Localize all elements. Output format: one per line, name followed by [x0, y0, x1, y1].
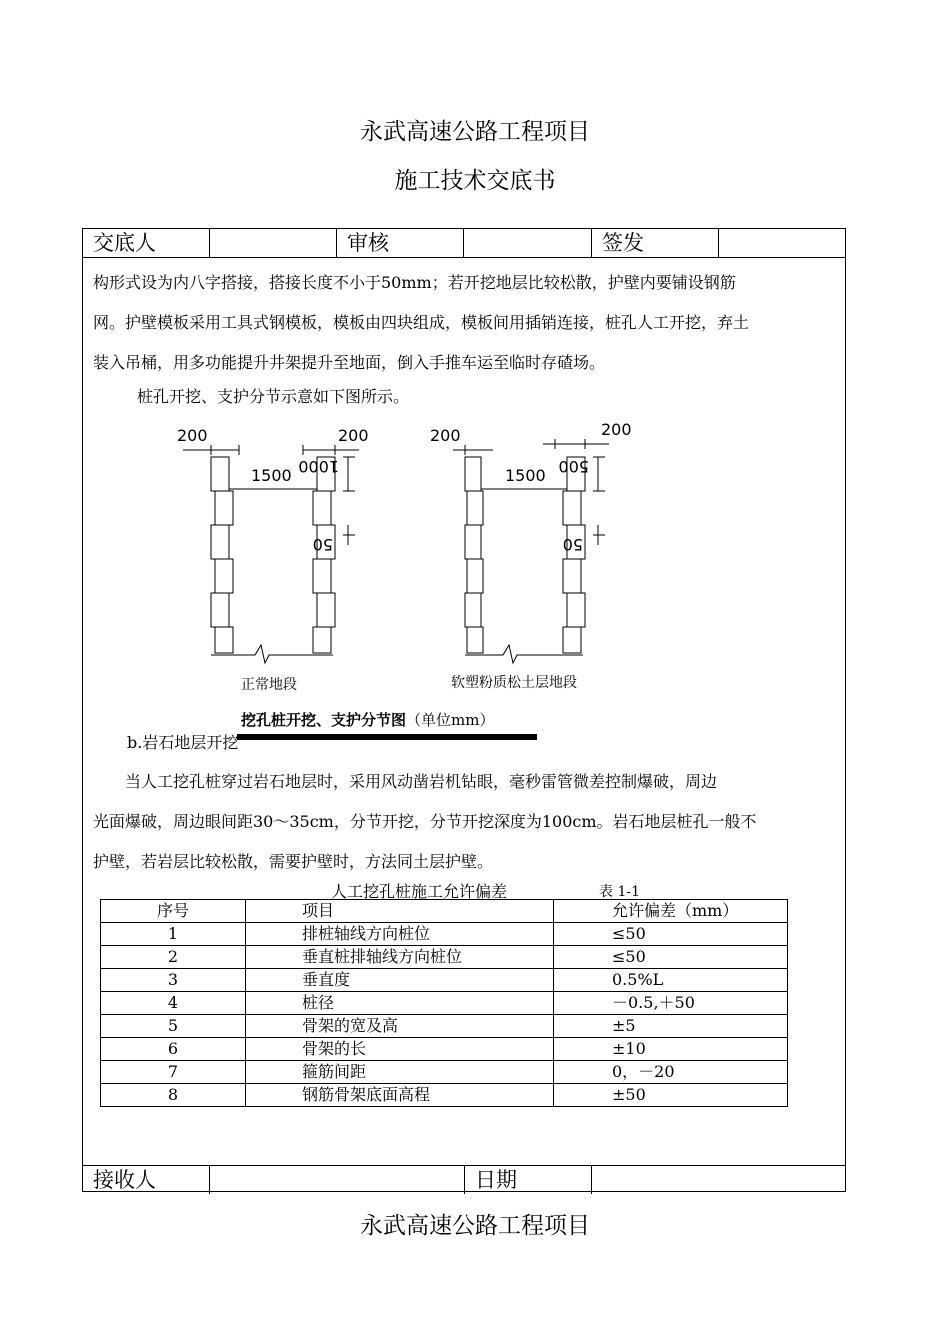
row-tolerance: ≤50	[554, 946, 788, 969]
project-title: 永武高速公路工程项目	[360, 119, 590, 145]
row-tolerance: －0.5,＋50	[554, 992, 788, 1015]
handover-form	[82, 228, 846, 1192]
row-index: 8	[101, 1084, 246, 1107]
handover-person-field[interactable]	[210, 229, 337, 257]
dim-right-200-a: 200	[430, 426, 461, 445]
row-index: 4	[101, 992, 246, 1015]
dim-right-segment: 500	[558, 457, 589, 476]
row-index: 6	[101, 1038, 246, 1061]
diagram-caption-unit: （单位mm）	[406, 711, 495, 729]
dim-right-gap: 50	[562, 535, 583, 554]
handover-person-label: 交底人	[83, 229, 210, 257]
receiver-field[interactable]	[210, 1166, 465, 1194]
table-header-row	[101, 900, 788, 923]
table-number: 表 1-1	[599, 884, 640, 900]
label-normal-section: 正常地段	[241, 677, 297, 693]
receive-row	[83, 1165, 845, 1194]
diagram-caption	[241, 709, 494, 730]
signature-row	[83, 229, 845, 258]
label-soft-soil-section: 软塑粉质松土层地段	[451, 675, 577, 691]
review-field[interactable]	[464, 229, 592, 257]
row-tolerance: ≤50	[554, 923, 788, 946]
table-title: 人工挖孔桩施工允许偏差	[331, 882, 508, 901]
issue-field[interactable]	[719, 229, 845, 257]
row-item: 箍筋间距	[246, 1061, 554, 1084]
document-title: 施工技术交底书	[394, 168, 556, 194]
row-item: 钢筋骨架底面高程	[246, 1084, 554, 1107]
row-index: 7	[101, 1061, 246, 1084]
footer-project-title: 永武高速公路工程项目	[360, 1213, 590, 1239]
paragraph-line: 当人工挖孔桩穿过岩石地层时，采用风动凿岩机钻眼，毫秒雷管微差控制爆破，周边	[125, 772, 718, 791]
diagram-caption-title: 挖孔桩开挖、支护分节图	[241, 711, 407, 729]
tolerance-table	[100, 899, 788, 1107]
section-b-heading: b.岩石地层开挖	[127, 733, 239, 752]
header-tolerance: 允许偏差（mm）	[554, 900, 788, 923]
paragraph-wall-protection	[93, 263, 838, 383]
row-index: 2	[101, 946, 246, 969]
row-item: 桩径	[246, 992, 554, 1015]
header-item: 项目	[246, 900, 554, 923]
date-field[interactable]	[592, 1166, 845, 1194]
row-item: 排桩轴线方向桩位	[246, 923, 554, 946]
dim-left-200-a: 200	[177, 426, 208, 445]
table-row	[101, 946, 788, 969]
paragraph-line: 装入吊桶，用多功能提升井架提升至地面，倒入手推车运至临时存碴场。	[93, 353, 606, 372]
table-row	[101, 992, 788, 1015]
row-index: 5	[101, 1015, 246, 1038]
row-item: 垂直桩排轴线方向桩位	[246, 946, 554, 969]
paragraph-line: 光面爆破，周边眼间距30～35cm，分节开挖，分节开挖深度为100cm。岩石地层桩孔一般不	[93, 812, 757, 831]
paragraph-line: 网。护壁模板采用工具式钢模板，模板由四块组成，模板间用插销连接，桩孔人工开挖，弃土	[93, 313, 750, 332]
row-tolerance: ±5	[554, 1015, 788, 1038]
row-tolerance: ±50	[554, 1084, 788, 1107]
date-label: 日期	[465, 1166, 592, 1194]
paragraph-line: 构形式设为内八字搭接，搭接长度不小于50mm；若开挖地层比较松散，护壁内要铺设钢筋	[93, 273, 736, 292]
row-tolerance: 0，－20	[554, 1061, 788, 1084]
row-item: 骨架的长	[246, 1038, 554, 1061]
table-row	[101, 1061, 788, 1084]
dim-right-200-b: 200	[601, 420, 632, 439]
dim-right-width: 1500	[505, 466, 546, 485]
table-row	[101, 1038, 788, 1061]
paragraph-diagram-intro: 桩孔开挖、支护分节示意如下图所示。	[137, 387, 410, 406]
table-row	[101, 923, 788, 946]
dim-left-width: 1500	[251, 466, 292, 485]
table-row	[101, 1084, 788, 1107]
paragraph-line: 护壁，若岩层比较松散，需要护壁时，方法同土层护壁。	[93, 852, 494, 871]
row-index: 3	[101, 969, 246, 992]
receiver-label: 接收人	[83, 1166, 210, 1194]
issue-label: 签发	[592, 229, 719, 257]
row-item: 骨架的宽及高	[246, 1015, 554, 1038]
dim-left-200-b: 200	[338, 426, 369, 445]
paragraph-rock-excavation	[93, 762, 838, 882]
review-label: 审核	[337, 229, 464, 257]
row-tolerance: 0.5%L	[554, 969, 788, 992]
row-index: 1	[101, 923, 246, 946]
header-index: 序号	[101, 900, 246, 923]
row-item: 垂直度	[246, 969, 554, 992]
dim-left-segment: 1000	[298, 457, 339, 476]
table-row	[101, 1015, 788, 1038]
row-tolerance: ±10	[554, 1038, 788, 1061]
pile-excavation-diagram	[143, 405, 673, 695]
table-row	[101, 969, 788, 992]
dim-left-gap: 50	[312, 535, 333, 554]
